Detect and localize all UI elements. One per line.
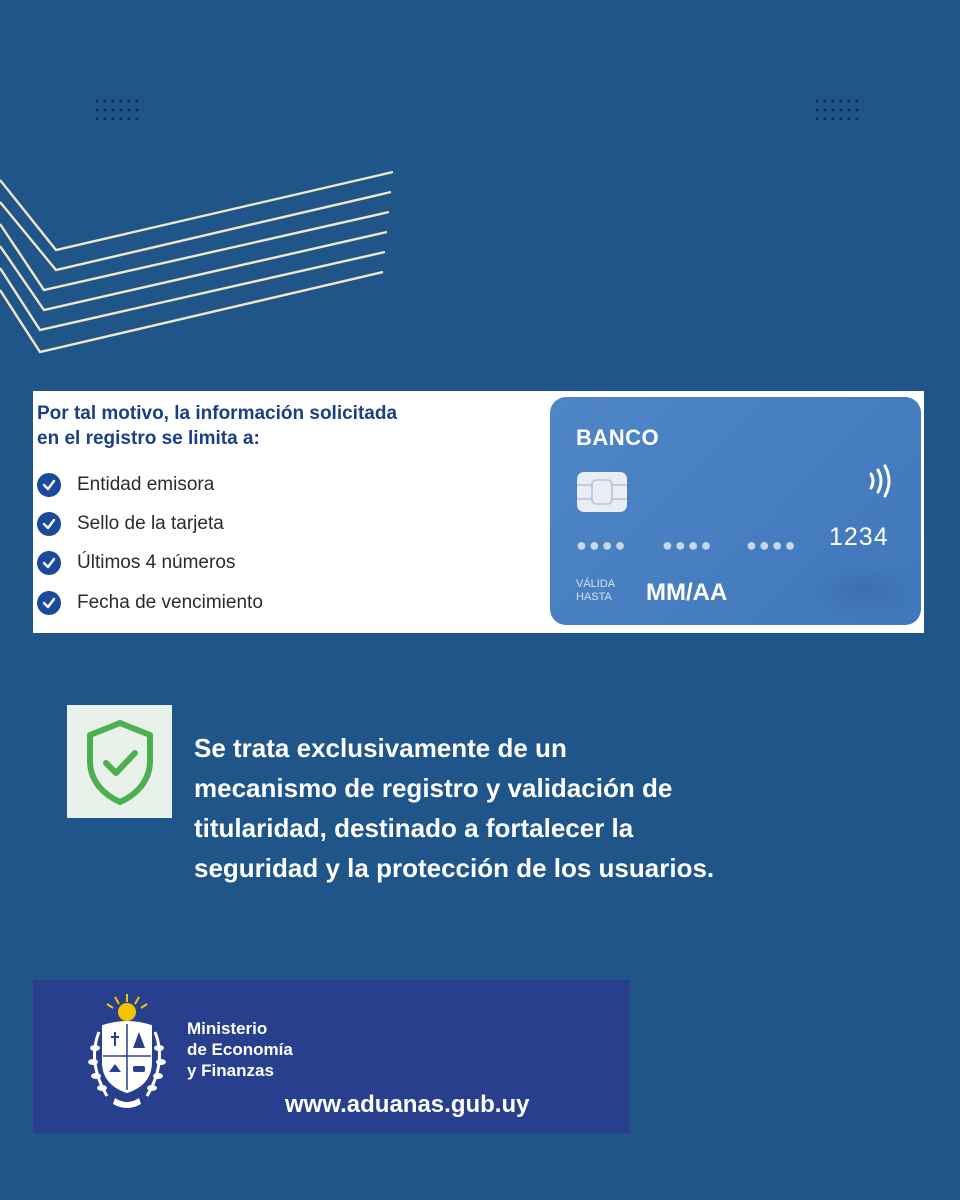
- check-circle-icon: [37, 473, 61, 497]
- check-circle-icon: [37, 512, 61, 536]
- card-valid-label: VÁLIDA HASTA: [576, 578, 616, 603]
- card-masked-digits: ●●●●: [662, 535, 714, 555]
- card-last-digits: 1234: [829, 523, 889, 551]
- ministry-name: Ministerio de Economía y Finanzas: [187, 1019, 293, 1080]
- card-masked-digits: ●●●●: [576, 535, 628, 555]
- footer-panel: [33, 980, 630, 1133]
- card-blur: [810, 563, 920, 619]
- list-item: [37, 510, 224, 538]
- list-item: [37, 589, 263, 617]
- coat-of-arms-icon: [81, 992, 173, 1112]
- list-item-label: Entidad emisora: [77, 474, 215, 495]
- shield-check-icon: [67, 705, 172, 818]
- card-masked-digits: ●●●●: [746, 535, 798, 555]
- check-circle-icon: [37, 551, 61, 575]
- chevron-lines-icon: [0, 168, 400, 358]
- dot-grid-icon: [94, 98, 144, 128]
- chip-icon: [576, 471, 628, 513]
- list-item-label: Últimos 4 números: [77, 552, 236, 573]
- info-heading: Por tal motivo, la información solicitada en el registro se limita a:: [37, 403, 398, 449]
- contactless-icon: [866, 463, 898, 499]
- list-item-label: Sello de la tarjeta: [77, 513, 224, 534]
- dot-grid-icon: [814, 98, 864, 128]
- list-item: [37, 471, 214, 499]
- check-circle-icon: [37, 591, 61, 615]
- card-expiry: MM/AA: [646, 579, 728, 606]
- website-link[interactable]: www.aduanas.gub.uy: [285, 1091, 530, 1118]
- list-item-label: Fecha de vencimiento: [77, 592, 263, 613]
- list-item: [37, 549, 235, 577]
- statement-text: Se trata exclusivamente de un mecanismo de registro y validación de titularidad, destinado a fortalecer la seguridad y la protección de los usuarios.: [194, 733, 715, 883]
- card-bank-name: BANCO: [576, 425, 660, 450]
- bank-card: [550, 397, 921, 625]
- info-panel: [33, 391, 924, 633]
